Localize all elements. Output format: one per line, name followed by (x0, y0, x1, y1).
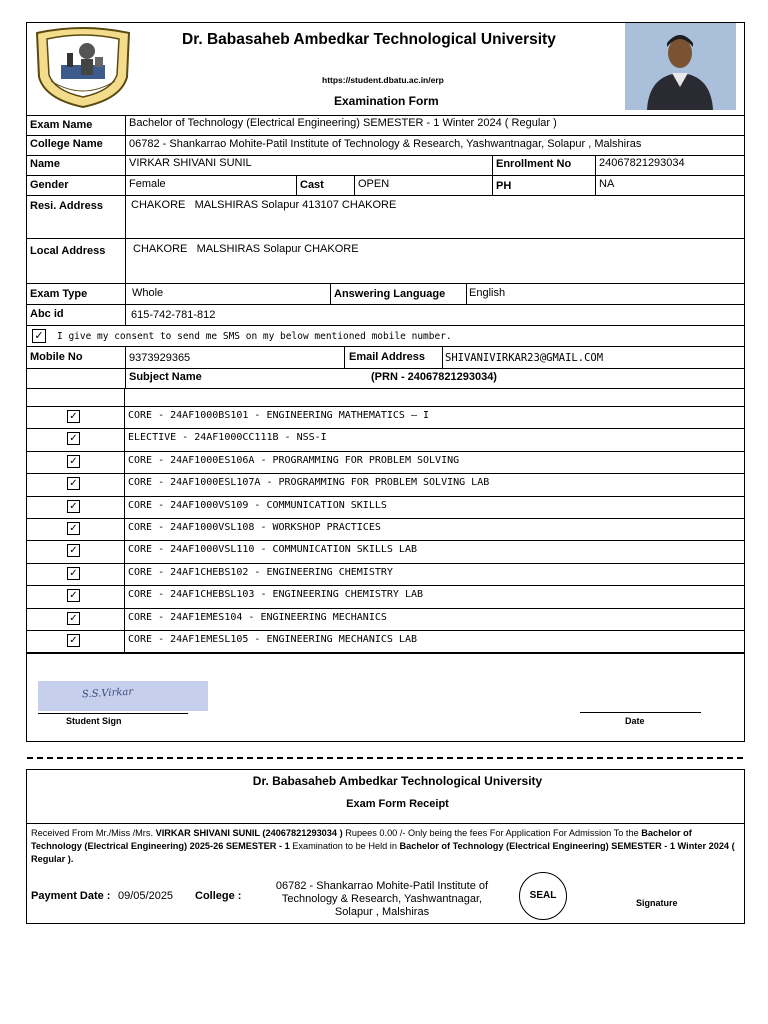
answering-language-value: English (469, 287, 506, 299)
exam-name-label: Exam Name (30, 119, 93, 131)
college-name-label: College Name (30, 138, 103, 150)
student-photo (625, 23, 736, 110)
subject-checkbox[interactable]: ✓ (67, 612, 80, 625)
subject-row (26, 540, 745, 562)
subject-checkbox[interactable]: ✓ (67, 455, 80, 468)
college-name-value: 06782 - Shankarrao Mohite-Patil Institute of Technology & Research, Yashwantnagar, Solapur , Malshiras (129, 138, 642, 150)
receipt-text-2: Rupees 0.00 /- Only being the fees For Application For Admission To the (342, 828, 642, 838)
receipt-course: Bachelor of Technology (Electrical Engineering) 2025-26 SEMESTER - 1 (31, 828, 692, 851)
payment-date-label: Payment Date : (31, 890, 111, 902)
subject-checkbox[interactable]: ✓ (67, 477, 80, 490)
date-label: Date (625, 716, 645, 726)
signature-text: S.S.Virkar (81, 686, 134, 701)
subject-name: CORE - 24AF1CHEBSL103 - ENGINEERING CHEMISTRY LAB (128, 589, 424, 601)
subject-row (26, 496, 745, 518)
subject-name: CORE - 24AF1000BS101 - ENGINEERING MATHEMATICS – I (128, 410, 430, 421)
email-label: Email Address (349, 351, 426, 363)
gender-label: Gender (30, 179, 69, 191)
receipt-signature-label: Signature (636, 898, 678, 908)
receipt-title: Exam Form Receipt (346, 798, 449, 810)
prn-header: (PRN - 24067821293034) (371, 371, 497, 383)
subject-name: CORE - 24AF1000VS109 - COMMUNICATION SKILLS (128, 499, 387, 511)
receipt-text-3: Examination to be Held in (289, 841, 400, 851)
receipt-text-1: Received From Mr./Miss /Mrs. (31, 828, 156, 838)
subject-name: CORE - 24AF1000VSL108 - WORKSHOP PRACTICES (128, 522, 381, 533)
ph-value: NA (599, 178, 615, 190)
subject-name: CORE - 24AF1CHEBS102 - ENGINEERING CHEMISTRY (128, 566, 393, 578)
receipt-college-label: College : (195, 890, 242, 902)
cast-value: OPEN (358, 178, 390, 190)
subject-name: CORE - 24AF1EMES104 - ENGINEERING MECHANICS (128, 611, 387, 623)
subject-checkbox[interactable]: ✓ (67, 410, 80, 423)
exam-type-label: Exam Type (30, 288, 88, 300)
subject-name: ELECTIVE - 24AF1000CC111B - NSS-I (128, 432, 327, 444)
subject-checkbox[interactable]: ✓ (67, 432, 80, 445)
payment-date-value: 09/05/2025 (118, 890, 174, 902)
exam-type-value: Whole (132, 287, 164, 299)
subject-checkbox[interactable]: ✓ (67, 589, 80, 602)
university-logo-icon (31, 25, 135, 109)
subject-row (26, 406, 745, 428)
consent-text: I give my consent to send me SMS on my below mentioned mobile number. (57, 331, 452, 342)
receipt-student-name: VIRKAR SHIVANI SUNIL (24067821293034 ) (155, 828, 343, 838)
subject-checkbox[interactable]: ✓ (67, 634, 80, 647)
subject-checkbox[interactable]: ✓ (67, 500, 80, 513)
enrollment-label: Enrollment No (496, 158, 572, 170)
student-signature-image (38, 681, 208, 711)
gender-value: Female (129, 178, 166, 190)
subject-name: CORE - 24AF1000ESL107A - PROGRAMMING FOR PROBLEM SOLVING LAB (128, 477, 490, 489)
subject-row (26, 563, 745, 585)
subject-row (26, 473, 745, 495)
receipt-exam: Bachelor of Technology (Electrical Engineering) SEMESTER - 1 Winter 2024 ( Regular ). (31, 841, 735, 864)
subject-row (26, 585, 745, 607)
university-title: Dr. Babasaheb Ambedkar Technological University (182, 31, 556, 48)
enrollment-value: 24067821293034 (599, 157, 685, 169)
subject-name: CORE - 24AF1000ES106A - PROGRAMMING FOR PROBLEM SOLVING (128, 454, 460, 466)
subject-row (26, 630, 745, 652)
local-address-value: CHAKORE MALSHIRAS Solapur CHAKORE (133, 243, 359, 255)
subject-checkbox[interactable]: ✓ (67, 522, 80, 535)
seal-stamp: SEAL (519, 872, 567, 920)
resi-address-value: CHAKORE MALSHIRAS Solapur 413107 CHAKORE (131, 199, 397, 211)
name-label: Name (30, 158, 60, 170)
form-title: Examination Form (334, 94, 439, 108)
student-sign-label: Student Sign (66, 716, 122, 726)
subject-column-divider (124, 388, 125, 406)
subject-row (26, 608, 745, 630)
abc-id-label: Abc id (30, 308, 64, 320)
receipt-college-value: 06782 - Shankarrao Mohite-Patil Institute of Technology & Research, Yashwantnagar, Solapur , Malshiras (275, 880, 489, 918)
subject-name-header: Subject Name (129, 371, 202, 383)
resi-address-label: Resi. Address (30, 200, 103, 212)
ph-label: PH (496, 180, 512, 192)
subject-row (26, 451, 745, 473)
name-value: VIRKAR SHIVANI SUNIL (129, 157, 252, 169)
subject-name: CORE - 24AF1000VSL110 - COMMUNICATION SKILLS LAB (128, 544, 417, 556)
subject-name: CORE - 24AF1EMESL105 - ENGINEERING MECHANICS LAB (128, 634, 417, 645)
exam-name-value: Bachelor of Technology (Electrical Engineering) SEMESTER - 1 Winter 2024 ( Regular ) (129, 117, 557, 129)
mobile-value: 9373929365 (129, 352, 191, 364)
abc-id-value: 615-742-781-812 (131, 309, 216, 321)
subject-checkbox[interactable]: ✓ (67, 544, 80, 557)
subject-checkbox[interactable]: ✓ (67, 567, 80, 580)
erp-url: https://student.dbatu.ac.in/erp (322, 75, 444, 85)
receipt-university-title: Dr. Babasaheb Ambedkar Technological University (252, 774, 543, 788)
local-address-label: Local Address (30, 245, 106, 257)
receipt-paragraph (31, 827, 737, 866)
mobile-label: Mobile No (30, 351, 83, 363)
consent-checkbox[interactable]: ✓ (32, 329, 46, 343)
cut-line (27, 757, 743, 759)
answering-language-label: Answering Language (334, 288, 446, 300)
email-value: SHIVANIVIRKAR23@GMAIL.COM (445, 352, 604, 364)
cast-label: Cast (300, 179, 324, 191)
subject-row (26, 428, 745, 450)
subject-row (26, 518, 745, 540)
